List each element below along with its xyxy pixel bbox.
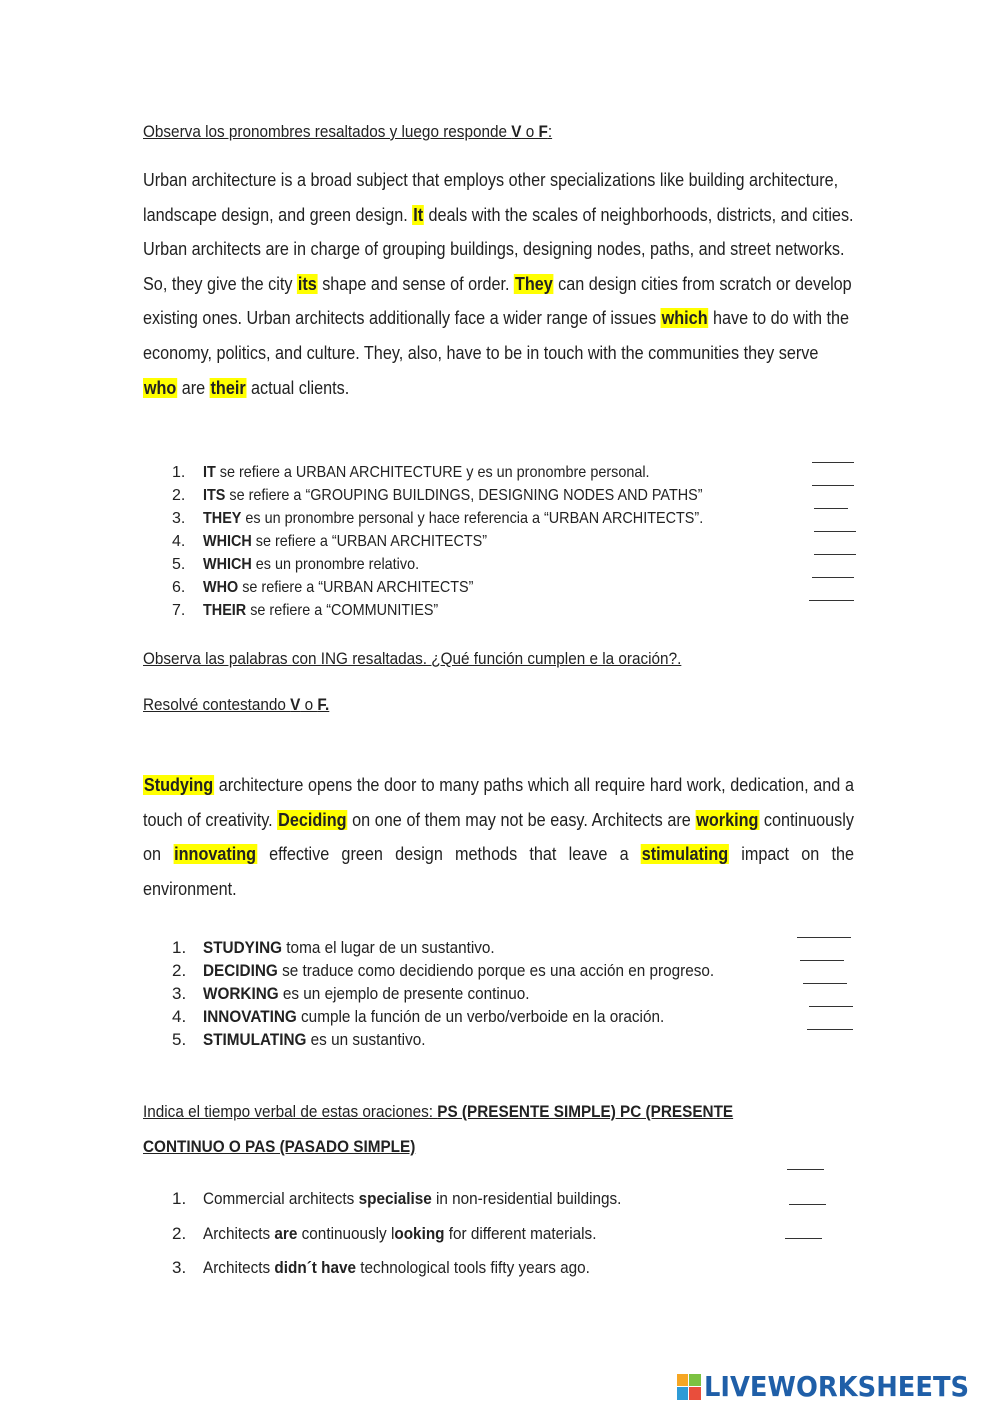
answer-blank[interactable]: [785, 1237, 822, 1239]
list-item: [172, 599, 759, 622]
section1-paragraph: [143, 163, 854, 405]
answer-blank[interactable]: [814, 507, 848, 509]
item-text: [203, 1217, 596, 1252]
item-number: 1.: [172, 938, 187, 957]
item-statement: for different materials.: [444, 1223, 597, 1243]
item-keyword: WHICH: [203, 556, 252, 573]
highlight-which: which: [661, 308, 708, 329]
paragraph-text: architecture opens the door to many paths which all require hard work, dedication, and a touch of creativity.: [143, 775, 855, 830]
list-item: [172, 461, 759, 484]
answer-blank[interactable]: [812, 484, 854, 486]
item-statement: se refiere a URBAN ARCHITECTURE y es un pronombre personal.: [215, 464, 650, 481]
instruction-tenses-continued: CONTINUO O PAS (PASADO SIMPLE): [143, 1137, 416, 1156]
instruction-f: F: [538, 122, 548, 141]
item-number: 5.: [172, 1030, 187, 1049]
item-statement: se refiere a “COMMUNITIES”: [246, 602, 439, 619]
item-text: [203, 1028, 425, 1051]
item-text: [203, 507, 703, 530]
tense-questions-list: [172, 1182, 668, 1286]
item-statement: Architects: [203, 1258, 275, 1277]
liveworksheets-logo: [677, 1370, 992, 1403]
item-number: 1.: [172, 464, 186, 481]
paragraph-text: actual clients.: [246, 377, 350, 398]
list-item: [172, 1217, 668, 1252]
answer-blank[interactable]: [812, 461, 854, 463]
item-number: 4.: [172, 533, 186, 550]
item-number: 5.: [172, 556, 186, 573]
item-statement: in non-residential buildings.: [431, 1189, 622, 1208]
item-number: 3.: [172, 510, 186, 527]
item-keyword: WHICH: [203, 533, 252, 550]
answer-blank[interactable]: [803, 982, 847, 984]
highlight-their: their: [210, 377, 246, 398]
list-item: [172, 936, 771, 959]
section3-instruction-continued: [143, 1136, 415, 1158]
item-statement: es un ejemplo de presente continuo.: [278, 984, 530, 1003]
answer-blank[interactable]: [797, 936, 851, 938]
section3-instruction: [143, 1101, 733, 1123]
answer-blank[interactable]: [809, 1005, 853, 1007]
answer-blank[interactable]: [787, 1168, 824, 1170]
paragraph-text: shape and sense of order.: [317, 273, 515, 294]
item-text: [203, 461, 650, 484]
item-statement: se refiere a “GROUPING BUILDINGS, DESIGNING NODES AND PATHS”: [225, 487, 703, 504]
answer-blank[interactable]: [809, 599, 854, 601]
instruction-v: V: [290, 695, 301, 714]
logo-mark-icon: [677, 1374, 701, 1400]
instruction-o: o: [521, 122, 539, 141]
logo-mark-square: [689, 1387, 701, 1400]
item-text: [203, 530, 487, 553]
instruction-v: V: [511, 122, 522, 141]
item-verb: specialise: [358, 1189, 432, 1208]
item-keyword: THEY: [203, 510, 242, 527]
list-item: [172, 1028, 771, 1051]
item-text: [203, 1182, 621, 1217]
item-verb: are: [274, 1223, 298, 1243]
instruction-tenses: PS (PRESENTE SIMPLE) PC (PRESENTE: [437, 1102, 734, 1121]
instruction-text: Indica el tiempo verbal de estas oraciones:: [143, 1102, 438, 1121]
list-item: [172, 959, 771, 982]
section2-instruction-answer: [143, 694, 329, 716]
instruction-o: o: [300, 695, 318, 714]
paragraph-text: can design cities from scratch or develop existing ones. Urban architects additionally face a wider range of issues: [143, 273, 852, 329]
logo-mark-square: [689, 1374, 701, 1387]
highlight-they: They: [514, 273, 553, 294]
item-statement: cumple la función de un verbo/verboide en la oración.: [296, 1007, 665, 1026]
item-statement: Commercial architects: [203, 1189, 359, 1208]
item-keyword: DECIDING: [203, 961, 278, 980]
item-text: [203, 936, 495, 959]
answer-blank[interactable]: [800, 959, 844, 961]
item-statement: se refiere a “URBAN ARCHITECTS”: [238, 579, 474, 596]
item-text: [203, 982, 530, 1005]
item-verb: ooking: [394, 1223, 445, 1243]
highlight-working: working: [696, 809, 759, 830]
logo-text: LIVEWORKSHEETS: [703, 1370, 969, 1403]
instruction-colon: :: [547, 122, 553, 141]
answer-blank[interactable]: [814, 553, 856, 555]
item-number: 3.: [172, 1258, 187, 1277]
list-item: [172, 982, 771, 1005]
highlight-studying: Studying: [143, 775, 214, 795]
item-statement: se refiere a “URBAN ARCHITECTS”: [251, 533, 488, 550]
item-text: [203, 1005, 664, 1028]
logo-mark-square: [677, 1387, 689, 1400]
item-keyword: WHO: [203, 579, 239, 596]
answer-blank[interactable]: [807, 1028, 853, 1030]
list-item: [172, 576, 759, 599]
paragraph-text: are: [177, 377, 210, 398]
item-number: 6.: [172, 579, 186, 596]
list-item: [172, 1005, 771, 1028]
list-item: [172, 507, 759, 530]
ing-questions-list: [172, 936, 771, 1051]
item-number: 2.: [172, 1223, 187, 1243]
highlight-innovating: innovating: [174, 844, 257, 865]
item-number: 7.: [172, 602, 186, 619]
item-keyword: STUDYING: [203, 938, 283, 957]
paragraph-text: impact on the environment.: [143, 844, 854, 899]
item-statement: toma el lugar de un sustantivo.: [282, 938, 495, 957]
instruction-f: F.: [317, 695, 330, 714]
answer-blank[interactable]: [789, 1203, 826, 1205]
list-item: [172, 1182, 668, 1217]
list-item: [172, 553, 759, 576]
list-item: [172, 530, 759, 553]
instruction-text: Resolvé contestando: [143, 695, 291, 714]
highlight-stimulating: stimulating: [641, 844, 729, 865]
answer-blank[interactable]: [814, 530, 856, 532]
item-number: 4.: [172, 1007, 187, 1026]
item-statement: Architects: [203, 1223, 275, 1243]
item-keyword: INNOVATING: [203, 1007, 297, 1026]
paragraph-text: deals with the scales of neighborhoods, districts, and cities. Urban architects are in charge of grouping buildings, designing nodes, paths, and street networks. So, they give the city: [143, 204, 854, 294]
item-keyword: THEIR: [203, 602, 247, 619]
item-statement: es un pronombre relativo.: [251, 556, 420, 573]
highlight-deciding: Deciding: [278, 809, 347, 830]
highlight-its: its: [297, 273, 317, 294]
answer-blank[interactable]: [812, 576, 854, 578]
item-number: 2.: [172, 961, 187, 980]
item-statement: technological tools fifty years ago.: [356, 1258, 590, 1277]
item-text: [203, 1251, 590, 1286]
item-text: [203, 599, 438, 622]
item-text: [203, 484, 703, 507]
section2-paragraph: [143, 768, 854, 906]
highlight-it: It: [413, 204, 424, 225]
item-statement: es un pronombre personal y hace referencia a “URBAN ARCHITECTS”.: [241, 510, 704, 527]
item-keyword: STIMULATING: [203, 1030, 307, 1049]
item-statement: es un sustantivo.: [306, 1030, 426, 1049]
item-statement: continuously l: [297, 1223, 395, 1243]
item-number: 2.: [172, 487, 186, 504]
list-item: [172, 1251, 668, 1286]
pronoun-questions-list: [172, 461, 759, 622]
section2-instruction: Observa las palabras con ING resaltadas. ¿Qué función cumplen e la oración?.: [143, 649, 682, 668]
item-text: [203, 553, 419, 576]
item-text: [203, 959, 714, 982]
paragraph-text: Urban architecture is a broad subject that employs other specializations like building architecture, landscape design, and green design.: [143, 170, 839, 225]
paragraph-text: effective green design methods that leave a: [256, 844, 641, 865]
item-keyword: WORKING: [203, 984, 279, 1003]
highlight-who: who: [143, 377, 177, 398]
item-statement: se traduce como decidiendo porque es una acción en progreso.: [277, 961, 715, 980]
paragraph-text: have to do with the economy, politics, and culture. They, also, have to be in touch with the communities they serve: [143, 308, 849, 363]
section1-instruction: [143, 121, 552, 143]
item-verb: didn´t have: [274, 1258, 357, 1277]
logo-mark-square: [677, 1374, 689, 1387]
item-number: 3.: [172, 984, 187, 1003]
instruction-text: Observa los pronombres resaltados y luego responde: [143, 122, 512, 141]
item-keyword: IT: [203, 464, 216, 481]
list-item: [172, 484, 759, 507]
paragraph-text: continuously on: [143, 809, 854, 865]
item-number: 1.: [172, 1189, 187, 1208]
paragraph-text: on one of them may not be easy. Architects are: [347, 809, 696, 830]
item-text: [203, 576, 473, 599]
item-keyword: ITS: [203, 487, 226, 504]
